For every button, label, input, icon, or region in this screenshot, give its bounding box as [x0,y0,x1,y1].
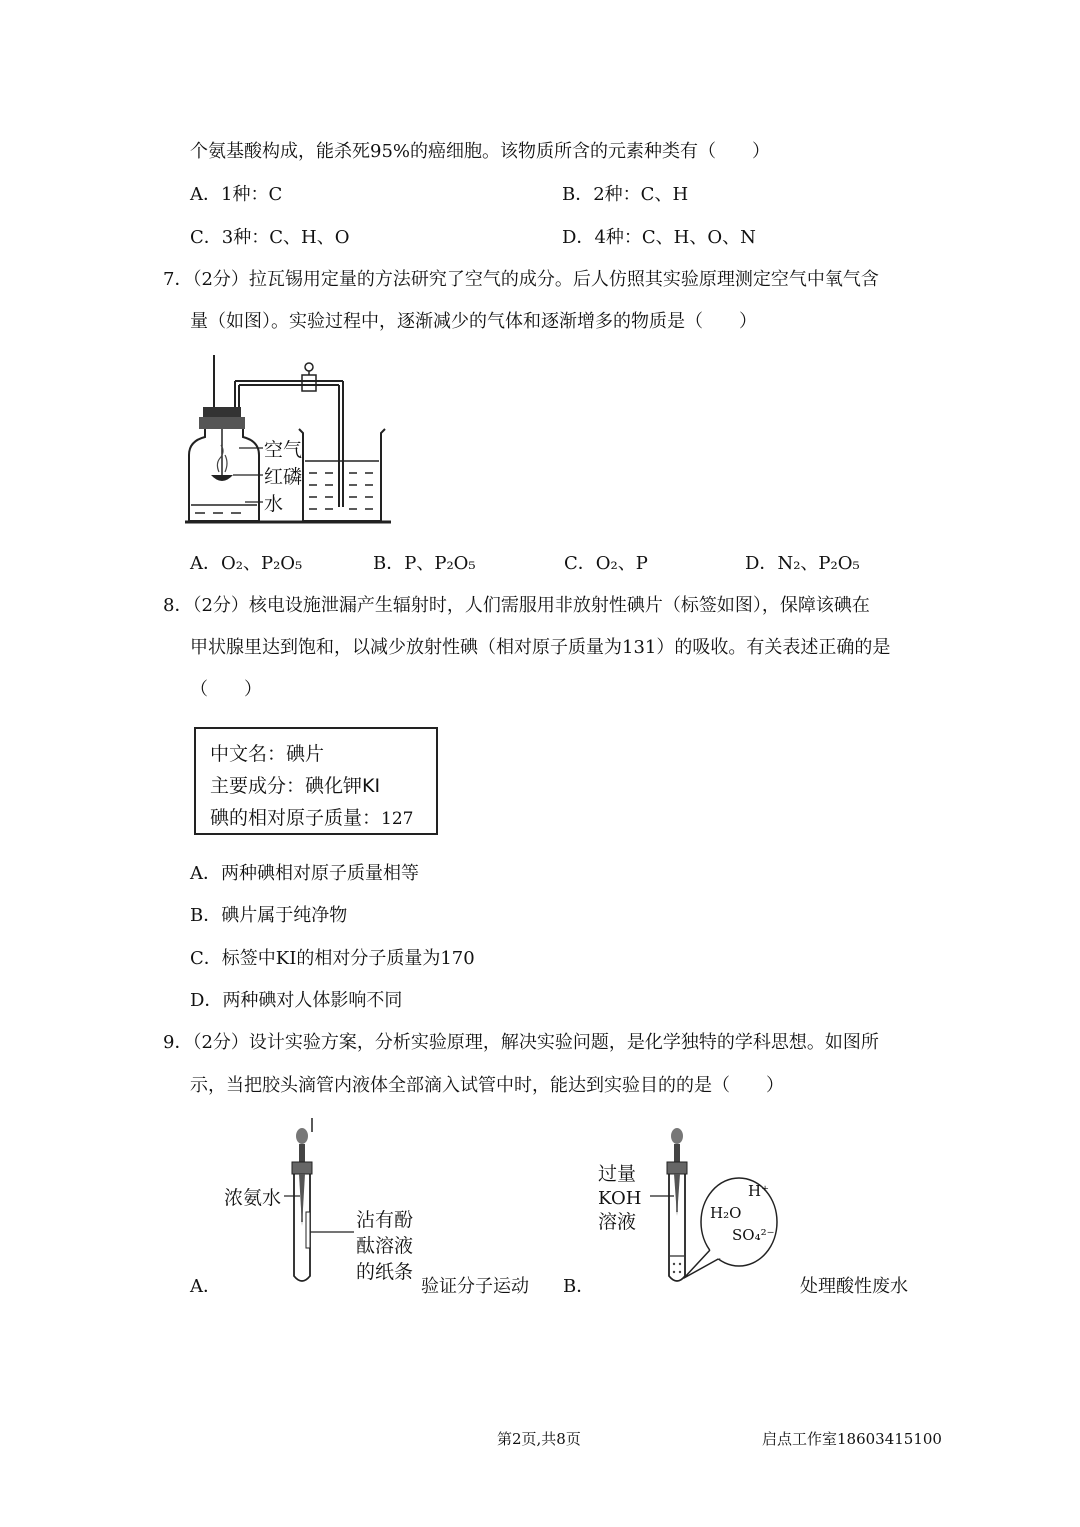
q8-stem-line1: 8．（2分）核电设施泄漏产生辐射时，人们需服用非放射性碘片（标签如图），保障该碘在 [163,595,870,616]
q8-option-d: D．两种碘对人体影响不同 [190,990,403,1011]
label-name: 中文名：碘片 [210,743,325,765]
q7-option-a: A．O₂、P₂O₅ [190,553,303,574]
q7-option-c: C．O₂、P [564,553,648,574]
q7-figure-apparatus [185,355,395,527]
q9-stem-line1: 9．（2分）设计实验方案，分析实验原理，解决实验问题，是化学独特的学科思想。如图所 [163,1032,879,1053]
q7-option-d: D．N₂、P₂O₅ [745,553,860,574]
q9-stem-line2: 示，当把胶头滴管内液体全部滴入试管中时，能达到实验目的的是（ ） [190,1075,784,1096]
q6-option-b: B．2种：C、H [562,184,689,205]
q7-option-b: B．P、P₂O₅ [373,553,476,574]
q8-stem-line2: 甲状腺里达到饱和，以减少放射性碘（相对原子质量为131）的吸收。有关表述正确的是 [190,637,891,658]
q9-option-a-letter: A． [190,1276,221,1297]
q8-stem-line3: （ ） [190,679,262,700]
q9-option-b-letter: B． [563,1276,595,1297]
q9-option-b-caption: 处理酸性废水 [800,1276,908,1297]
q6-option-d: D．4种：C、H、O、N [562,227,756,248]
label-mass: 碘的相对原子质量：127 [210,807,414,829]
q7-stem-line2: 量（如图）。实验过程中，逐渐减少的气体和逐渐增多的物质是（ ） [190,311,757,332]
page-number: 第2页,共8页 [497,1430,581,1448]
q8-option-b: B．碘片属于纯净物 [190,905,348,926]
ion-sulfate: SO₄²⁻ [732,1226,775,1244]
iodine-tablet-label [194,727,438,835]
label-ingredient: 主要成分：碘化钾KI [210,775,381,797]
q9-figure-b [596,1118,796,1290]
q8-option-c: C．标签中KI的相对分子质量为170 [190,948,475,969]
q8-option-a: A．两种碘相对原子质量相等 [190,863,419,884]
label-excess: 过量 [598,1163,637,1185]
label-ammonia: 浓氨水 [224,1187,282,1209]
label-red-phosphorus: 红磷 [264,466,303,488]
studio-contact: 启点工作室18603415100 [762,1430,942,1448]
label-solution: 溶液 [598,1211,637,1233]
q7-stem-line1: 7．（2分）拉瓦锡用定量的方法研究了空气的成分。后人仿照其实验原理测定空气中氧气含 [163,269,879,290]
label-paper-1: 沾有酚 [356,1209,414,1231]
q9-option-a-caption: 验证分子运动 [421,1276,529,1297]
label-air: 空气 [264,439,303,461]
q6-option-c: C．3种：C、H、O [190,227,350,248]
label-paper-2: 酞溶液 [356,1235,414,1257]
q6-option-a: A．1种：C [190,184,283,205]
q9-figure-a [222,1118,422,1290]
label-koh: KOH [598,1188,642,1209]
ion-water: H₂O [710,1204,742,1222]
q6-stem: 个氨基酸构成，能杀死95%的癌细胞。该物质所含的元素种类有（ ） [190,141,771,162]
label-water: 水 [264,493,284,515]
ion-h-plus: H⁺ [748,1182,769,1200]
label-paper-3: 的纸条 [356,1261,414,1283]
